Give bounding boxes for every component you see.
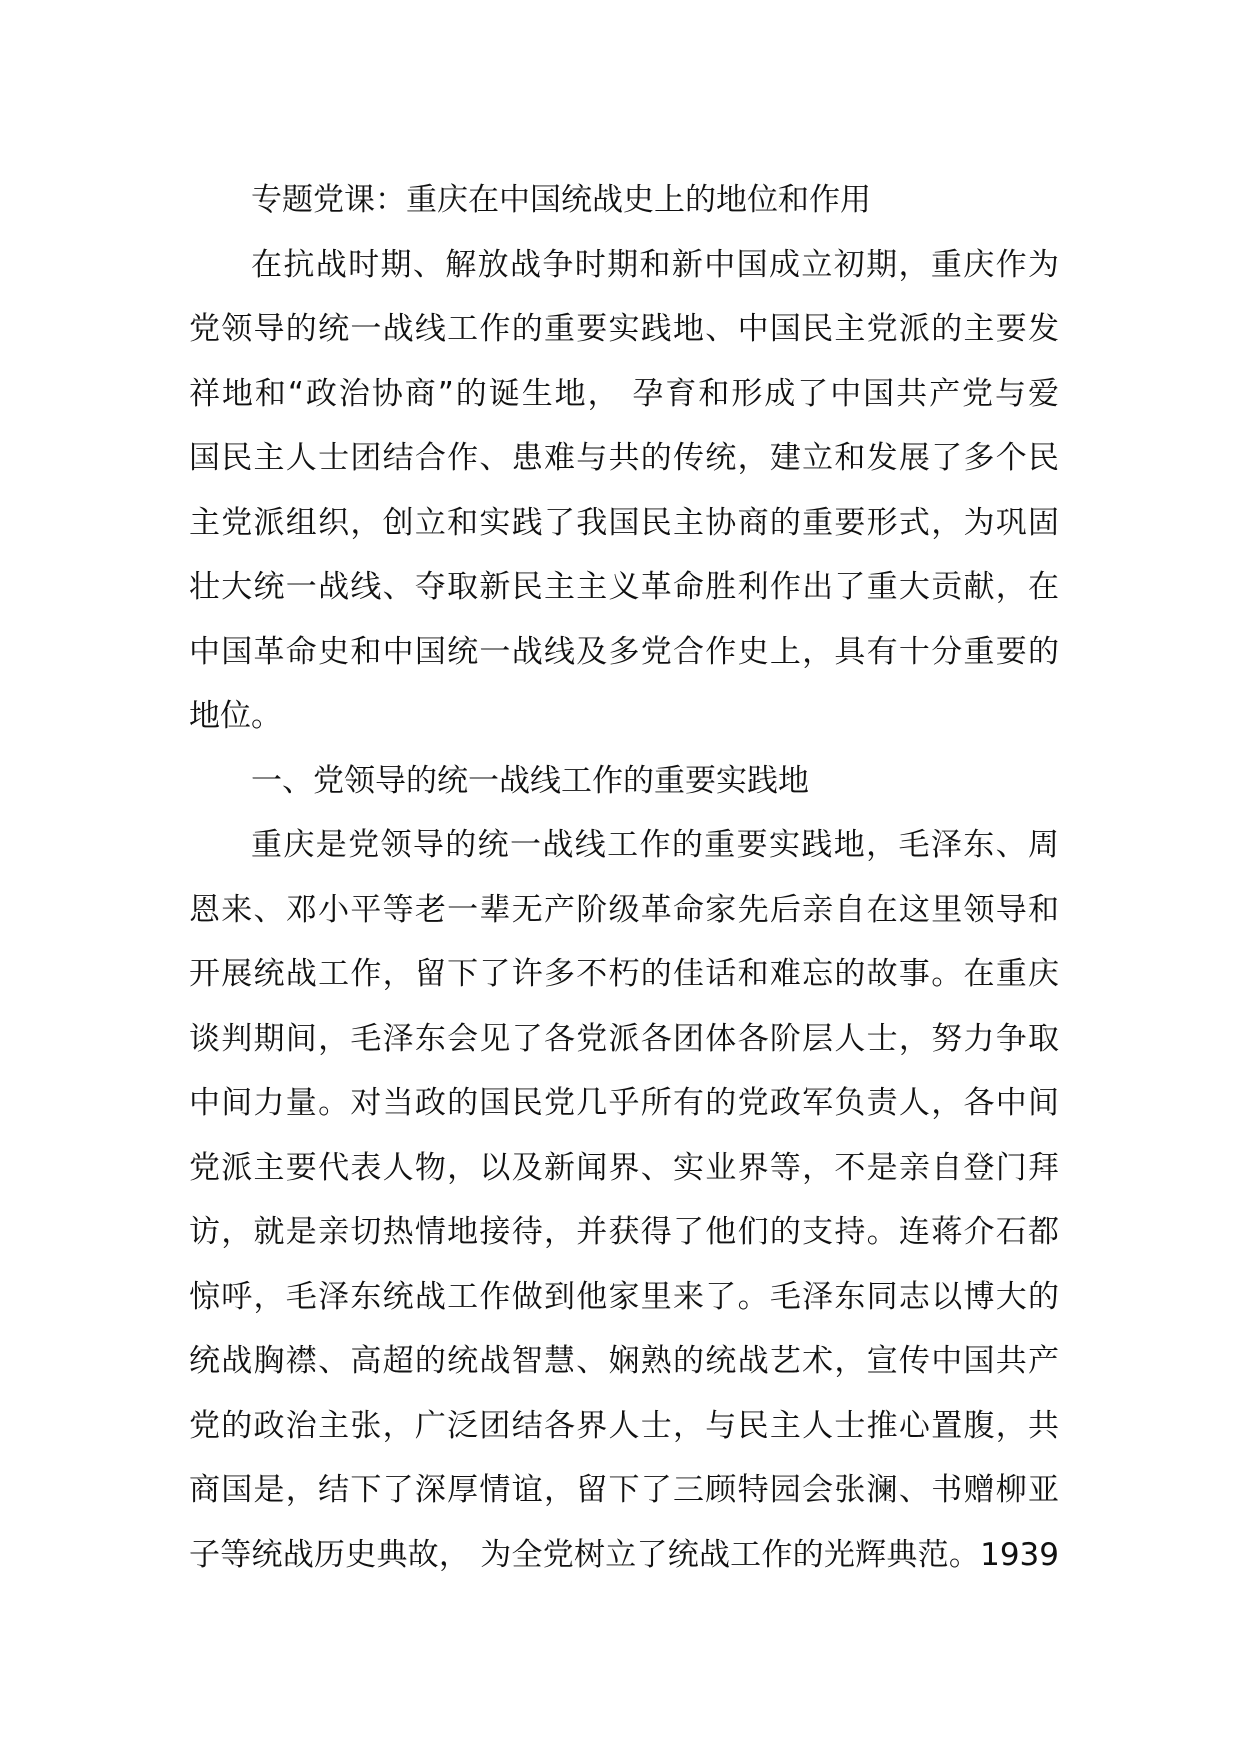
paragraph-1-line-2: 党领导的统一战线工作的重要实践地、中国民主党派的主要发 — [189, 311, 1059, 347]
paragraph-1-line-8: 地位。 — [189, 698, 282, 734]
paragraph-2-line-10: 党的政治主张，广泛团结各界人士，与民主人士推心置腹，共 — [189, 1407, 1059, 1444]
paragraph-1-line-7: 中国革命史和中国统一战线及多党合作史上，具有十分重要的 — [189, 633, 1059, 670]
paragraph-1-line-3: 祥地和“政治协商”的诞生地， 孕育和形成了中国共产党与爱 — [189, 375, 1059, 412]
paragraph-2-line-2: 恩来、邓小平等老一辈无产阶级革命家先后亲自在这里领导和 — [189, 891, 1059, 928]
document-title: 专题党课：重庆在中国统战史上的地位和作用 — [251, 182, 871, 218]
paragraph-1-line-5: 主党派组织，创立和实践了我国民主协商的重要形式，为巩固 — [189, 504, 1059, 541]
paragraph-2-line-11: 商国是，结下了深厚情谊，留下了三顾特园会张澜、书赠柳亚 — [189, 1472, 1059, 1508]
paragraph-2-line-5: 中间力量。对当政的国民党几乎所有的党政军负责人，各中间 — [189, 1085, 1059, 1121]
paragraph-2-line-9: 统战胸襟、高超的统战智慧、娴熟的统战艺术，宣传中国共产 — [189, 1343, 1059, 1379]
paragraph-1-line-1: 在抗战时期、解放战争时期和新中国成立初期，重庆作为 — [251, 246, 1059, 283]
paragraph-2-line-7: 访，就是亲切热情地接待，并获得了他们的支持。连蒋介石都 — [189, 1214, 1059, 1250]
paragraph-2-line-8: 惊呼，毛泽东统战工作做到他家里来了。毛泽东同志以博大的 — [189, 1278, 1059, 1315]
paragraph-1-line-4: 国民主人士团结合作、患难与共的传统，建立和发展了多个民 — [189, 440, 1059, 476]
paragraph-2-line-12: 子等统战历史典故， 为全党树立了统战工作的光辉典范。1939 — [189, 1536, 1059, 1573]
section-1-heading: 一、党领导的统一战线工作的重要实践地 — [251, 762, 809, 799]
paragraph-2-line-6: 党派主要代表人物，以及新闻界、实业界等，不是亲自登门拜 — [189, 1149, 1059, 1186]
paragraph-2-line-3: 开展统战工作，留下了许多不朽的佳话和难忘的故事。在重庆 — [189, 956, 1059, 992]
paragraph-2-line-1: 重庆是党领导的统一战线工作的重要实践地，毛泽东、周 — [251, 827, 1059, 863]
document-body — [189, 168, 1059, 1587]
paragraph-1-line-6: 壮大统一战线、夺取新民主主义革命胜利作出了重大贡献，在 — [189, 569, 1059, 605]
paragraph-2-line-4: 谈判期间，毛泽东会见了各党派各团体各阶层人士，努力争取 — [189, 1020, 1059, 1057]
